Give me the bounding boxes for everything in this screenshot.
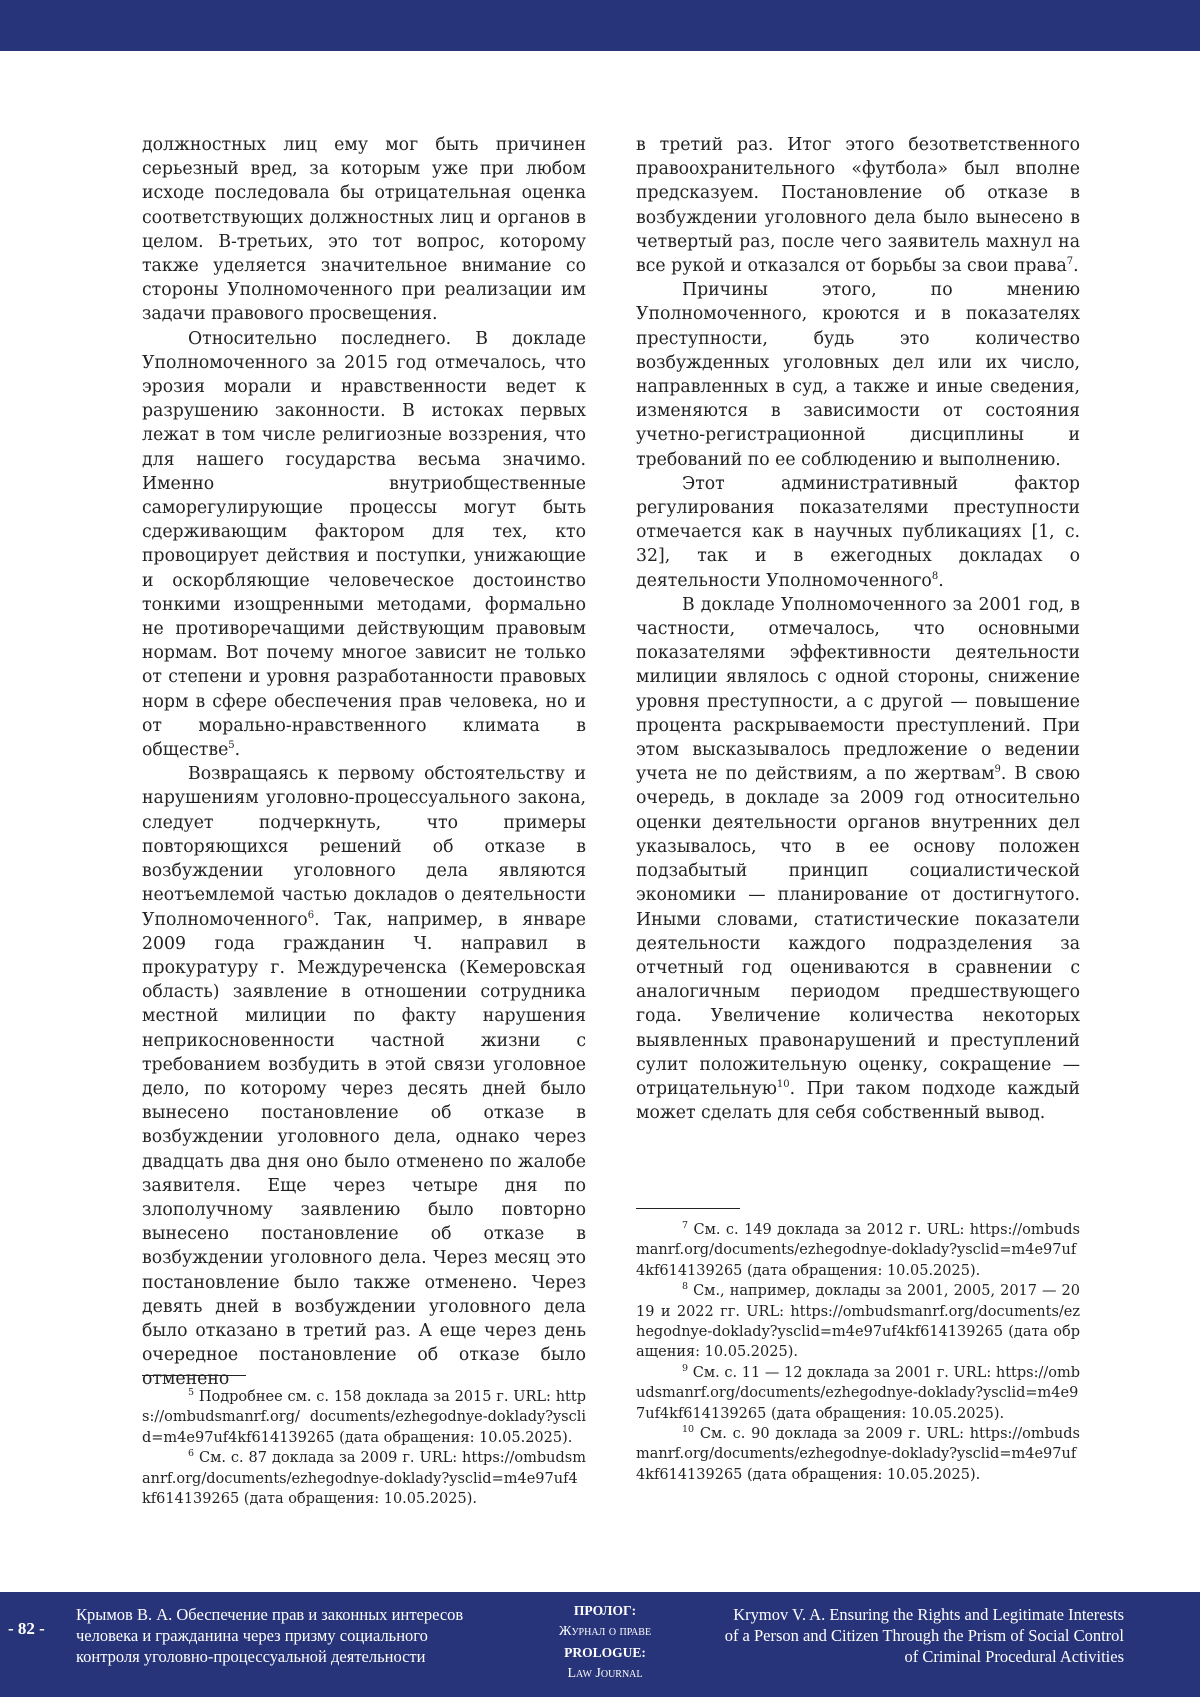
footnote-mark: 6: [188, 1448, 195, 1460]
footnote-text: См., например, доклады за 2001, 2005, 2017 — 2019 и 2022 гг. URL: https://ombudsmanrf.org/documents/ezhegodnye-doklady?ysclid=m4e97uf4kf614139265 (дата обращения: 10.05.2025).: [636, 1283, 1081, 1361]
footnote-text: См. с. 149 доклада за 2012 г. URL: https://ombudsmanrf.org/documents/ezhegodnye-doklady?ysclid=m4e97uf4kf614139265 (дата обращения: 10.05.2025).: [636, 1222, 1080, 1279]
journal-subtitle-en: Law Journal: [567, 1666, 643, 1681]
left-column: [142, 133, 586, 1392]
footer-band: [0, 1592, 1200, 1697]
paragraph-text: Относительно последнего. В докладе Уполномоченного за 2015 год отмечалось, что эрозия морали и нравственности ведет к разрушению законности. В истоках первых лежат в том числе религиозные воззрения, что для нашего государства весьма значимо. Именно внутриобщественные саморегулирующие процессы могут быть сдерживающим фактором для тех, кто провоцирует действия и поступки, унижающие и оскорбляющие человеческое достоинство тонкими изощренными методами, формально не противоречащими действующим правовым нормам. Вот почему многое зависит не только от степени и уровня разработанности правовых норм в сфере обеспечения прав человека, но и от морально-нравственного климата в обществе: [142, 328, 586, 761]
right-column: [636, 133, 1080, 1125]
footnote-mark: 5: [188, 1387, 195, 1399]
footnote-text: См. с. 90 доклада за 2009 г. URL: https://ombudsmanrf.org/documents/ezhegodnye-doklady?ysclid=m4e97uf4kf614139265 (дата обращения: 10.05.2025).: [636, 1426, 1080, 1483]
paragraph-tail: .: [1073, 256, 1079, 277]
page-number: - 82 -: [8, 1619, 45, 1638]
journal-title-ru: ПРОЛОГ:: [573, 1603, 637, 1618]
footnote-text: Подробнее см. с. 158 доклада за 2015 г. URL: https://ombudsmanrf.org/ documents/ezhegodnye-doklady?ysclid=m4e97uf4kf614139265 (дата обращения: 10.05.2025).: [142, 1389, 586, 1446]
paragraph: [142, 762, 586, 1391]
paragraph-tail: .: [938, 570, 944, 591]
paragraph-text: Возвращаясь к первому обстоятельству и нарушениям уголовно-процессуального закона, следует подчеркнуть, что примеры повторяющихся решений об отказе в возбуждении уголовного дела являются неотъемлемой частью докладов о деятельности Уполномоченного: [142, 764, 586, 930]
footnote-ref-10[interactable]: 10: [776, 1079, 790, 1091]
journal-title: [520, 1600, 690, 1684]
footnote-mark: 7: [682, 1220, 689, 1232]
footnote-5: [142, 1387, 586, 1448]
footnote-9: [636, 1363, 1080, 1424]
footnote-mark: 10: [682, 1424, 695, 1436]
footnotes-right: [636, 1220, 1080, 1485]
footnote-ref-6[interactable]: 6: [307, 909, 315, 921]
paragraph-tail: . Так, например, в январе 2009 года гражданин Ч. направил в прокуратуру г. Междуреченска (Кемеровская область) заявление в отношении сотрудника местной милиции по факту нарушения неприкосновенности частной жизни с требованием возбудить в этой связи уголовное дело, по которому через десять дней было вынесено постановление об отказе в возбуждении уголовного дела, однако через двадцать два дня оно было отменено по жалобе заявителя. Еще через четыре дня по злополучному заявлению было повторно вынесено постановление об отказе в возбуждении уголовного дела. Через месяц это постановление было также отменено. Через девять дней в возбуждении уголовного дела было отказано в третий раз. А еще через день очередное постановление об отказе было отменено: [142, 909, 586, 1390]
footnote-ref-8[interactable]: 8: [931, 570, 939, 582]
paragraph-text: В докладе Уполномоченного за 2001 год, в частности, отмечалось, что основными показателями эффективности деятельности милиции являлось с одной стороны, снижение уровня преступности, а с другой — повышение процента раскрываемости преступлений. При этом высказывалось предложение о ведении учета не по действиям, а по жертвам: [636, 594, 1080, 785]
paragraph: [636, 278, 1080, 472]
footnote-8: [636, 1281, 1080, 1363]
footnote-mark: 9: [682, 1363, 689, 1375]
paragraph-text-cont: . В свою очередь, в докладе за 2009 год относительно оценки деятельности органов внутренних дел указывалось, что в ее основу положен подзабытый принцип социалистической экономики — планирование от достигнутого. Иными словами, статистические показатели деятельности каждого подразделения за отчетный год оцениваются в сравнении с аналогичным периодом предшествующего года. Увеличение количества некоторых выявленных правонарушений и преступлений сулит положительную оценку, сокращение — отрицательную: [636, 764, 1080, 1099]
paragraph: В докладе Уполномоченного за 2001 год, в частности, отмечалось, что основными показателями эффективности деятельности милиции являлось с одной стороны, снижение уровня преступности, а с другой — повышение процента раскрываемости преступлений. При этом высказывалось предложение о ведении учета не по действиям, а по жертвам$^9$. В свою очередь, в докладе за 2009 год относительно оценки деятельности органов внутренних дел указывалось, что в ее основу положен подзабытый принцип социалистической экономики — планирование от достигнутого. Иными словами, статистические показатели деятельности каждого подразделения за отчетный год оцениваются в сравнении с аналогичным периодом предшествующего года. Увеличение количества некоторых выявленных правонарушений и преступлений сулит положительную оценку, сокращение — отрицательную$^{10}$. При таком подходе каждый может сделать для себя собственный вывод.: [636, 594, 1080, 1124]
paragraph: [636, 472, 1080, 593]
footnotes-left: [142, 1387, 586, 1509]
citation-russian: Крымов В. А. Обеспечение прав и законных интересов человека и гражданина через призму социального контроля уголовно-процессуальной деятельности: [76, 1605, 464, 1666]
footnote-7: [636, 1220, 1080, 1281]
header-band: [0, 0, 1200, 51]
paragraph-text-final: При таком подходе каждый может сделать для себя собственный вывод.: [636, 1078, 1080, 1124]
paragraph-text: Этот административный фактор регулирования показателями преступности отмечается как в научных публикациях [1, с. 32], так и в ежегодных докладах о деятельности Уполномоченного: [636, 473, 1080, 591]
footnote-10: [636, 1424, 1080, 1485]
footnote-divider-right: [636, 1208, 740, 1209]
paragraph-text: должностных лиц ему мог быть причинен серьезный вред, за которым уже при любом исходе последовала бы отрицательная оценка соответствующих должностных лиц и органов в целом. В-третьих, это тот вопрос, которому также уделяется значительное внимание со стороны Уполномоченного при реализации им задачи правового просвещения.: [142, 135, 586, 325]
footnote-6: [142, 1448, 586, 1509]
journal-title-en: PROLOGUE:: [564, 1645, 646, 1660]
footnote-ref-7[interactable]: 7: [1066, 256, 1074, 268]
footnote-divider-left: [142, 1375, 246, 1376]
citation-english: Krymov V. A. Ensuring the Rights and Legitimate Interests of a Person and Citizen Through the Prism of Social Control of Criminal Procedural Activities: [724, 1605, 1124, 1666]
footnote-text: См. с. 87 доклада за 2009 г. URL: https://ombudsmanrf.org/documents/ezhegodnye-doklady?ysclid=m4e97uf4kf614139265 (дата обращения: 10.05.2025).: [142, 1450, 586, 1508]
footnote-mark: 8: [682, 1281, 689, 1293]
paragraph-text: в третий раз. Итог этого безответственного правоохранительного «футбола» был вполне предсказуем. Постановление об отказе в возбуждении уголовного дела было вынесено в четвертый раз, после чего заявитель махнул на все рукой и отказался от борьбы за свои права: [636, 135, 1080, 277]
footnote-ref-9[interactable]: 9: [994, 764, 1001, 776]
paragraph-text: Причины этого, по мнению Уполномоченного, кроются и в показателях преступности, будь это количество возбужденных уголовных дел или их число, направленных в суд, а также и иные сведения, изменяются в зависимости от состояния учетно-регистрационной дисциплины и требований по ее соблюдению и выполнению.: [636, 280, 1080, 470]
paragraph: [142, 133, 586, 327]
paragraph: [636, 133, 1080, 278]
footnote-ref-5[interactable]: 5: [228, 740, 235, 752]
paragraph-tail: .: [234, 740, 241, 761]
footnote-text: См. с. 11 — 12 доклада за 2001 г. URL: https://ombudsmanrf.org/documents/ezhegodnye-doklady?ysclid=m4e97uf4kf614139265 (дата обращения: 10.05.2025).: [636, 1364, 1081, 1422]
journal-subtitle-ru: Журнал о праве: [558, 1624, 652, 1639]
paragraph: [142, 327, 586, 763]
